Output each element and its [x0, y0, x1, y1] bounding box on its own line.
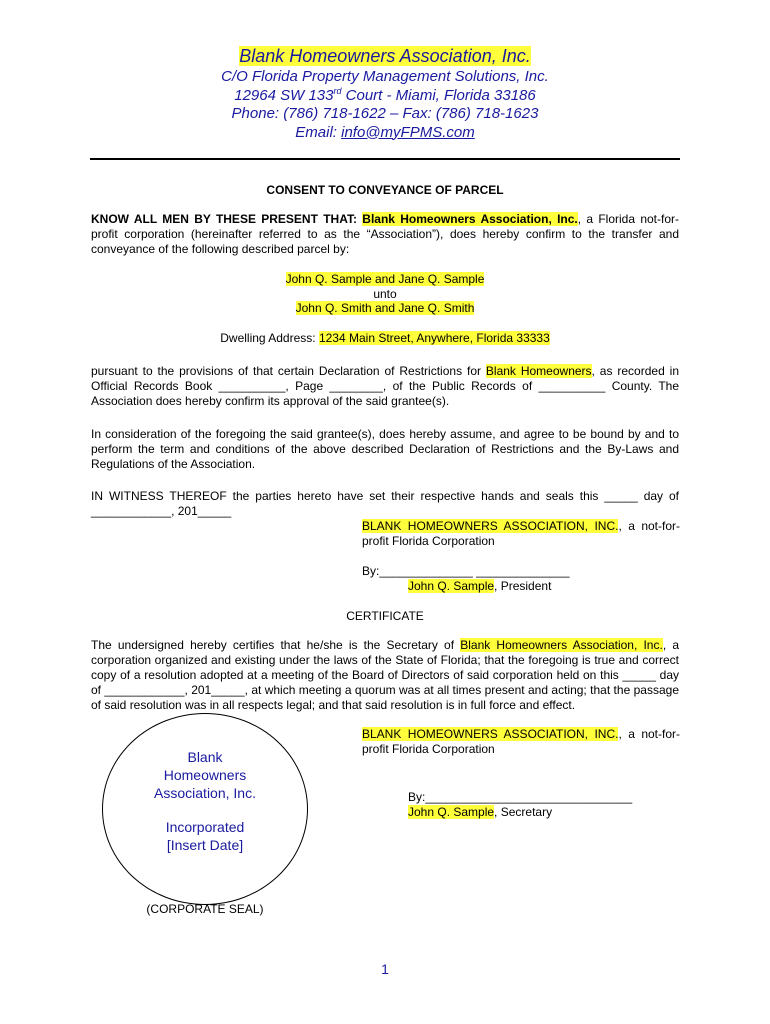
- certificate-heading: CERTIFICATE: [346, 609, 424, 623]
- unto-connector: unto: [373, 287, 397, 301]
- corporate-seal: [102, 713, 308, 905]
- phone-line: Phone: (786) 718-1622 – Fax: (786) 718-1623: [231, 105, 539, 122]
- letterhead: [90, 44, 680, 142]
- email-link[interactable]: info@myFPMS.com: [341, 123, 475, 141]
- certificate-paragraph: The undersigned hereby certifies that he/she is the Secretary of Blank Homeowners Association, Inc., a corporation organized and existing under the laws of the State of Florida; that the foregoing is true and correct copy of a resolution adopted at a meeting of the Board of Directors of said corporation held on this _____ day of ____________, 201_____, at which meeting a quorum was at all times present and acting; that the passage of said resolution was in all respects legal; and that said resolution is in full force and effect.: [91, 638, 680, 712]
- care-of-line: C/O Florida Property Management Solutions, Inc.: [221, 68, 549, 85]
- seal-caption: (CORPORATE SEAL): [146, 902, 264, 916]
- grantee-names: John Q. Smith and Jane Q. Smith: [295, 301, 475, 315]
- association-name: Blank Homeowners Association, Inc.: [239, 46, 531, 66]
- secretary-name: John Q. Sample, Secretary: [408, 805, 553, 819]
- seal-incorporated: Incorporated [Insert Date]: [165, 819, 245, 853]
- header-divider: [90, 158, 680, 160]
- secretary-signature-line: By:_______________________________: [408, 790, 633, 804]
- address-line: 12964 SW 133rd Court - Miami, Florida 33186: [234, 85, 536, 104]
- president-signature-org: BLANK HOMEOWNERS ASSOCIATION, INC., a not-for-profit Florida Corporation: [362, 519, 681, 548]
- seal-association-name: Blank Homeowners Association, Inc.: [154, 749, 256, 801]
- intro-paragraph: KNOW ALL MEN BY THESE PRESENT THAT: Blank Homeowners Association, Inc., a Florida not-for-profit corporation (hereinafter referred to as the “Association”), does hereby confirm to the transfer and conveyance of the following described parcel by:: [91, 212, 680, 256]
- pursuant-paragraph: pursuant to the provisions of that certain Declaration of Restrictions for Blank Homeowners, as recorded in Official Records Book __________, Page ________, of the Public Records of __________ County. The Association does hereby confirm its approval of the said grantee(s).: [91, 364, 679, 408]
- consideration-paragraph: In consideration of the foregoing the said grantee(s), does hereby assume, and agree to be bound by and to perform the term and conditions of the above described Declaration of Restrictions and the By-Laws and Regulations of the Association.: [91, 427, 679, 471]
- page-number: 1: [381, 961, 389, 977]
- grantor-names: John Q. Sample and Jane Q. Sample: [285, 272, 485, 286]
- email-line: Email: info@myFPMS.com: [295, 123, 475, 141]
- dwelling-address: Dwelling Address: 1234 Main Street, Anywhere, Florida 33333: [220, 331, 550, 345]
- president-signature-line: By:______________ ______________: [362, 564, 570, 578]
- document-title: CONSENT TO CONVEYANCE OF PARCEL: [266, 183, 504, 197]
- president-name: John Q. Sample, President: [408, 579, 552, 593]
- secretary-signature-org: BLANK HOMEOWNERS ASSOCIATION, INC., a not-for-profit Florida Corporation: [362, 727, 681, 756]
- witness-paragraph: IN WITNESS THEREOF the parties hereto have set their respective hands and seals this _____ day of ____________, 201_____: [91, 489, 679, 518]
